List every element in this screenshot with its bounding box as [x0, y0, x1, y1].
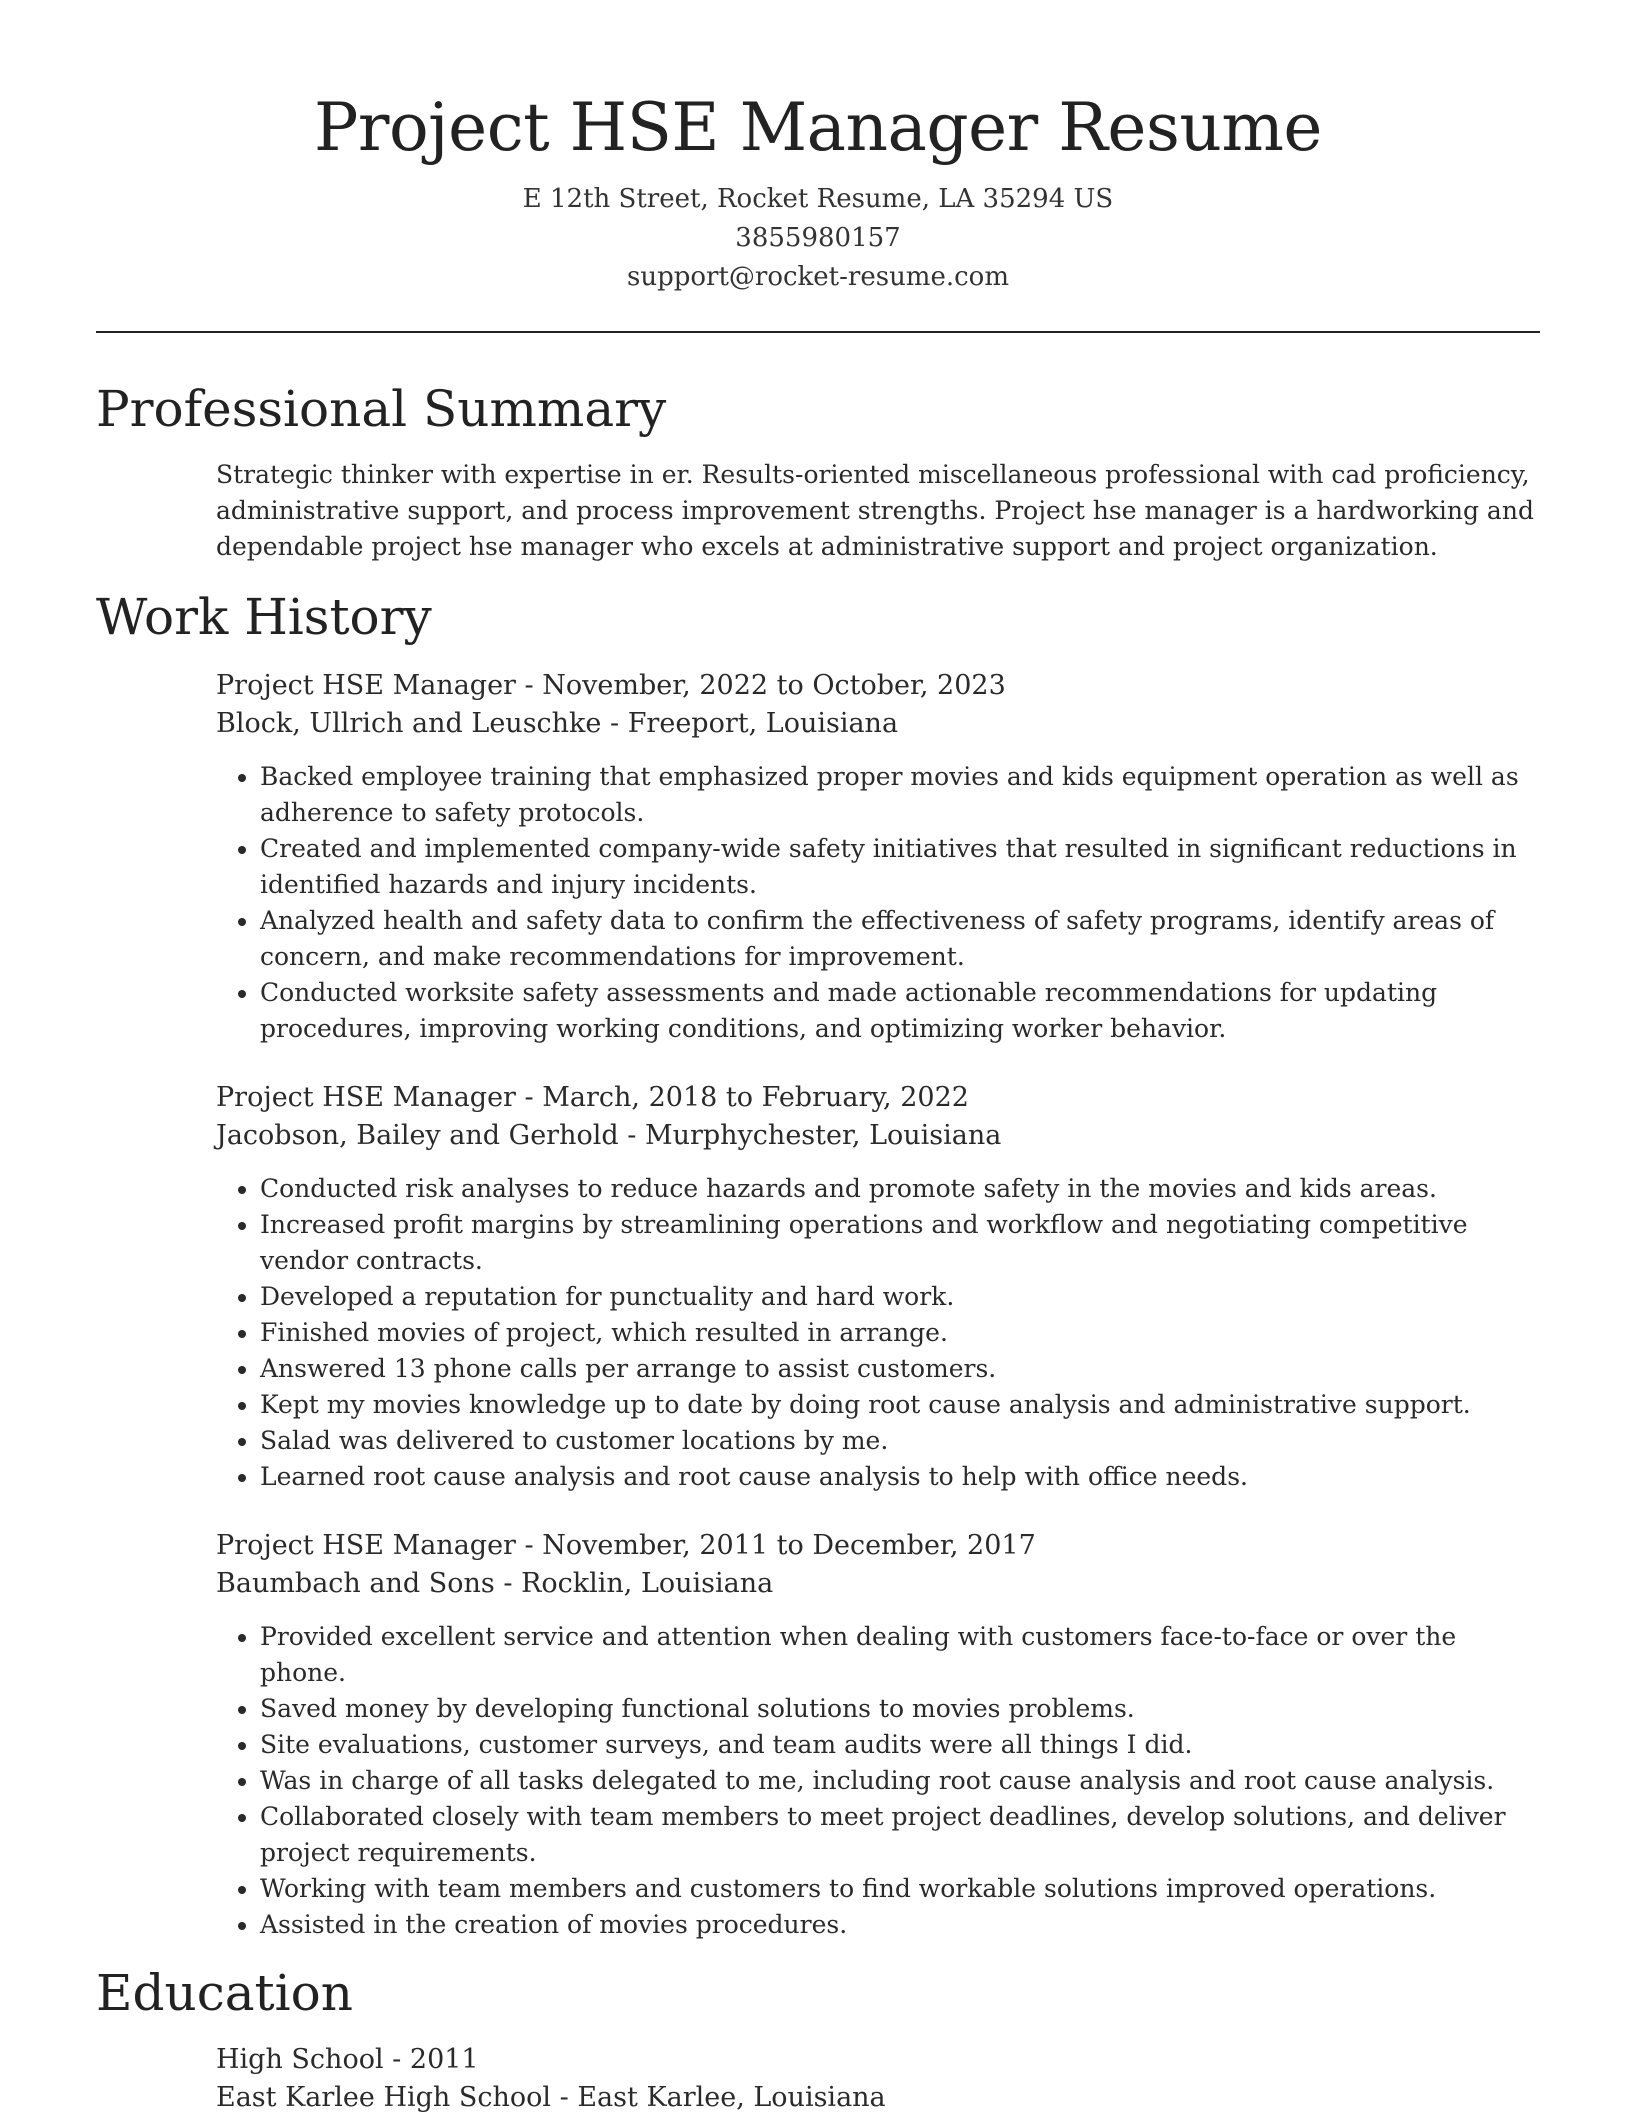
- job-bullet: • Finished movies of project, which resulted in arrange.: [260, 1315, 1540, 1351]
- job-bullet: • Conducted risk analyses to reduce hazards and promote safety in the movies and kids areas.: [260, 1171, 1540, 1207]
- job-bullet: • Analyzed health and safety data to confirm the effectiveness of safety programs, identify areas of concern, and make recommendations for improvement.: [260, 903, 1540, 975]
- job-bullet: • Increased profit margins by streamlining operations and workflow and negotiating competitive vendor contracts.: [260, 1207, 1540, 1279]
- job-location: Murphychester, Louisiana: [644, 1120, 1002, 1151]
- job-role-line: [216, 1079, 1540, 1117]
- work-history-heading: Work History: [96, 588, 432, 646]
- contact-block: [96, 180, 1540, 297]
- job-role: Project HSE Manager: [216, 1530, 516, 1561]
- job-bullet: • Created and implemented company-wide safety initiatives that resulted in significant reductions in identified hazards and injury incidents.: [260, 831, 1540, 903]
- job-role-line: [216, 667, 1540, 705]
- job-bullet: • Answered 13 phone calls per arrange to assist customers.: [260, 1351, 1540, 1387]
- resume-header: [96, 0, 1540, 297]
- job-bullet: • Assisted in the creation of movies procedures.: [260, 1907, 1540, 1943]
- job-entry: [216, 1527, 1540, 1943]
- contact-address: E 12th Street, Rocket Resume, LA 35294 US: [522, 184, 1114, 214]
- job-bullet: • Developed a reputation for punctuality and hard work.: [260, 1279, 1540, 1315]
- job-bullets: [216, 759, 1540, 1047]
- job-role: Project HSE Manager: [216, 1082, 516, 1113]
- job-bullet: • Site evaluations, customer surveys, and team audits were all things I did.: [260, 1727, 1540, 1763]
- job-company-line: [216, 705, 1540, 743]
- job-company: Baumbach and Sons: [216, 1568, 495, 1599]
- job-bullet: • Provided excellent service and attention when dealing with customers face-to-face or over the phone.: [260, 1619, 1540, 1691]
- job-bullet: • Saved money by developing functional solutions to movies problems.: [260, 1691, 1540, 1727]
- job-bullets: [216, 1619, 1540, 1943]
- job-entry: [216, 1079, 1540, 1495]
- contact-email: support@rocket-resume.com: [626, 262, 1009, 292]
- job-role-line: [216, 1527, 1540, 1565]
- job-bullets: [216, 1171, 1540, 1495]
- job-bullet: • Backed employee training that emphasized proper movies and kids equipment operation as well as adherence to safety protocols.: [260, 759, 1540, 831]
- education-degree: High School: [216, 2044, 384, 2075]
- education-degree-line: [216, 2041, 1540, 2079]
- job-bullet: • Salad was delivered to customer locations by me.: [260, 1423, 1540, 1459]
- separator: -: [601, 708, 628, 739]
- resume-title: Project HSE Manager Resume: [313, 89, 1322, 166]
- job-bullet: • Was in charge of all tasks delegated to me, including root cause analysis and root cause analysis.: [260, 1763, 1540, 1799]
- summary-heading: Professional Summary: [96, 380, 667, 438]
- job-bullet: • Conducted worksite safety assessments and made actionable recommendations for updating procedures, improving working conditions, and optimizing worker behavior.: [260, 975, 1540, 1047]
- resume-page: [96, 0, 1540, 2117]
- separator: -: [515, 1082, 543, 1113]
- education-school-line: [216, 2079, 1540, 2117]
- job-bullet: • Collaborated closely with team members to meet project deadlines, develop solutions, and deliver project requirements.: [260, 1799, 1540, 1871]
- job-dates: November, 2011 to December, 2017: [542, 1530, 1036, 1561]
- job-company-line: [216, 1117, 1540, 1155]
- job-company: Block, Ullrich and Leuschke: [216, 708, 602, 739]
- job-dates: November, 2022 to October, 2023: [542, 670, 1006, 701]
- job-location: Freeport, Louisiana: [627, 708, 899, 739]
- separator: -: [515, 670, 543, 701]
- education-heading: Education: [96, 1964, 353, 2022]
- separator: -: [551, 2082, 578, 2113]
- job-company-line: [216, 1565, 1540, 1603]
- job-company: Jacobson, Bailey and Gerhold: [216, 1120, 619, 1151]
- separator: -: [618, 1120, 645, 1151]
- contact-phone: 3855980157: [735, 223, 901, 253]
- education-school: East Karlee High School: [216, 2082, 552, 2113]
- header-divider: [96, 331, 1540, 333]
- summary-text: Strategic thinker with expertise in er. Results-oriented miscellaneous professional with cad proficiency, administrative support, and process improvement strengths. Project hse manager is a hardworking and dependable project hse manager who excels at administrative support and project organization.: [216, 460, 1534, 561]
- separator: -: [515, 1530, 543, 1561]
- job-list: [96, 667, 1540, 1943]
- job-dates: March, 2018 to February, 2022: [542, 1082, 969, 1113]
- job-location: Rocklin, Louisiana: [521, 1568, 774, 1599]
- job-bullet: • Kept my movies knowledge up to date by doing root cause analysis and administrative support.: [260, 1387, 1540, 1423]
- separator: -: [383, 2044, 410, 2075]
- job-role: Project HSE Manager: [216, 670, 516, 701]
- job-bullet: • Working with team members and customers to find workable solutions improved operations.: [260, 1871, 1540, 1907]
- education-year: 2011: [409, 2044, 479, 2075]
- job-entry: [216, 667, 1540, 1047]
- education-location: East Karlee, Louisiana: [577, 2082, 886, 2113]
- separator: -: [494, 1568, 522, 1599]
- education-entry: [216, 2041, 1540, 2117]
- job-bullet: • Learned root cause analysis and root cause analysis to help with office needs.: [260, 1459, 1540, 1495]
